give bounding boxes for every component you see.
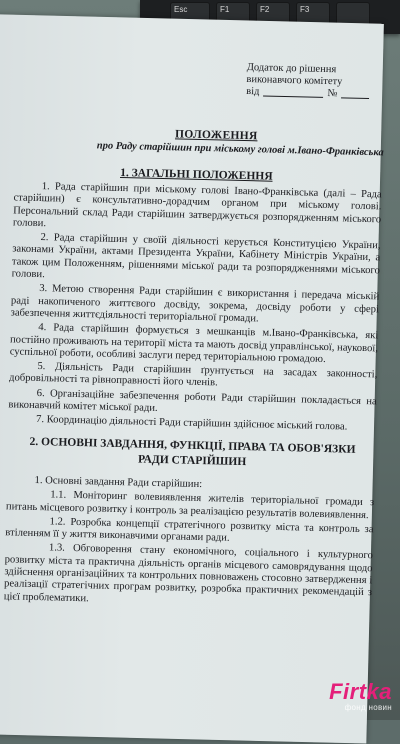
section2-body	[4, 474, 375, 614]
section2-paragraph: 1. Основні завдання Ради старійшин:	[34, 474, 203, 491]
annex-number-blank	[341, 88, 369, 99]
document-title: ПОЛОЖЕННЯ	[174, 128, 258, 143]
section1-paragraph: 4. Рада старійшин формується з мешканців м.Івано-Франківська, які постійно проживають на території міста та мають досвід управлінської, наукової, суспільної роботи, особливі заслуги перед територіальною громадою.	[9, 322, 379, 365]
annex-note	[246, 62, 387, 101]
section1-paragraph: 1. Рада старійшин при міському голові Івано-Франківська (далі – Рада старійшин) є консультативно-дорадчим органом при міському голові. Персональний склад Ради старійшин затверджується розпорядженням міського голови.	[12, 181, 382, 230]
section1-paragraph: 7. Координацію діяльності Ради старійшин здійснює міський голова.	[35, 414, 348, 433]
annex-line2: виконавчого комітету	[246, 74, 343, 88]
annex-date-blank	[263, 86, 323, 97]
keyboard-key-f3: F3	[296, 2, 330, 28]
watermark-tagline: фонд новин	[344, 703, 392, 712]
keyboard-key-f1: F1	[216, 2, 250, 28]
section2-paragraph: 1.1. Моніторинг волевиявлення жителів територіальної громади з питань місцевого розвитку і контроль за реалізацією результатів волевиявлення.	[5, 489, 375, 521]
section2-heading: 2. ОСНОВНІ ЗАВДАННЯ, ФУНКЦІЇ, ПРАВА ТА ОБОВ'ЯЗКИ РАДИ СТАРІЙШИН	[29, 435, 356, 469]
document-page	[0, 14, 400, 730]
section2-paragraph: 1.2. Розробка концепції стратегічного розвитку міста та контроль за втіленням її у життя виконавчими органами ради.	[5, 516, 374, 544]
section1-paragraph: 2. Рада старійшин у своїй діяльності керується Конституцією України, законами України, актами Президента України, Кабінету Міністрів України, а також цим Положенням, рішеннями міської ради та розпорядженнями міського голови.	[11, 232, 381, 281]
section1-heading: 1. ЗАГАЛЬНІ ПОЛОЖЕННЯ	[120, 166, 273, 183]
section1-body	[8, 180, 382, 437]
watermark-brand: Firtka	[329, 679, 392, 704]
annex-line3	[246, 86, 386, 101]
annex-number-label: №	[327, 88, 338, 100]
keyboard-key-f2: F2	[256, 2, 290, 28]
section1-paragraph: 5. Діяльність Ради старійшин ґрунтується на засадах законності, добровільності та рівноправності його членів.	[8, 361, 378, 389]
section1-paragraph: 6. Організаційне забезпечення роботи Ради старійшин покладається на виконавчий комітет міської ради.	[8, 387, 377, 415]
section2-paragraph: 1.3. Обговорення стану економічного, соціального і культурного розвитку міста та практична діяльність органів місцевого самоврядування щодо здійснення організаційних та контрольних повноважень стосовно затвердження і реалізації стратегічних програм розвитку, розробка практичних рекомендацій з цієї проблематики.	[3, 542, 373, 605]
annex-date-label: від	[246, 86, 260, 98]
document-subtitle: про Раду старійшин при міському голові м.Івано-Франківська	[96, 140, 384, 159]
keyboard-key-esc: Esc	[170, 2, 210, 28]
annex-line1: Додаток до рішення	[246, 62, 337, 76]
firtka-watermark	[329, 681, 392, 712]
section1-paragraph: 3. Метою створення Ради старійшин є використання і передача міській раді накопиченого життєвого досвіду, зокрема, досвіду роботи у сфері забезпечення життєдіяльності територіальної громади.	[10, 283, 380, 325]
